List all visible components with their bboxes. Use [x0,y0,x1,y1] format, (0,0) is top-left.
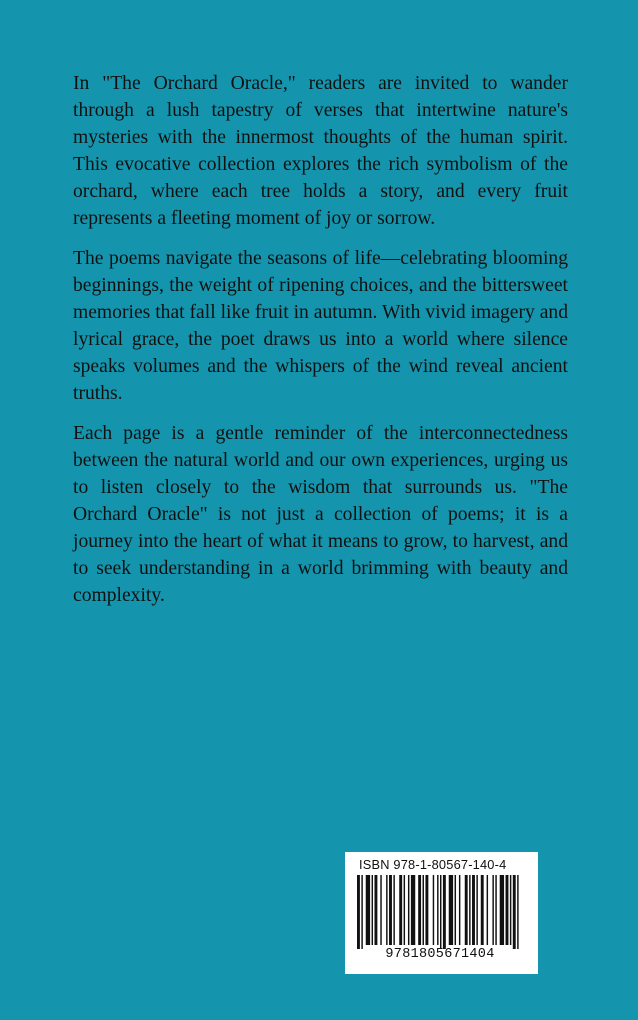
blurb-paragraph-1: In "The Orchard Oracle," readers are invited to wander through a lush tapestry of verses that intertwine nature's mysteries with the innermost thoughts of the human spirit. This evocative collection explores the rich symbolism of the orchard, where each tree holds a story, and every fruit represents a fleeting moment of joy or sorrow. [73,73,568,229]
barcode-number: 9781805671404 [385,947,495,962]
blurb-text [73,70,568,622]
blurb-paragraph-2: The poems navigate the seasons of life—celebrating blooming beginnings, the weight of ripening choices, and the bittersweet memories that fall like fruit in autumn. With vivid imagery and lyrical grace, the poet draws us into a world where silence speaks volumes and the whispers of the wind reveal ancient truths. [73,248,568,404]
blurb-paragraph-3: Each page is a gentle reminder of the interconnectedness between the natural world and our own experiences, urging us to listen closely to the wisdom that surrounds us. "The Orchard Oracle" is not just a collection of poems; it is a journey into the heart of what it means to grow, to harvest, and to seek understanding in a world brimming with beauty and complexity. [73,423,568,606]
isbn-barcode-box [345,852,538,974]
isbn-label: ISBN 978-1-80567-140-4 [359,857,507,872]
barcode-icon [357,875,523,949]
